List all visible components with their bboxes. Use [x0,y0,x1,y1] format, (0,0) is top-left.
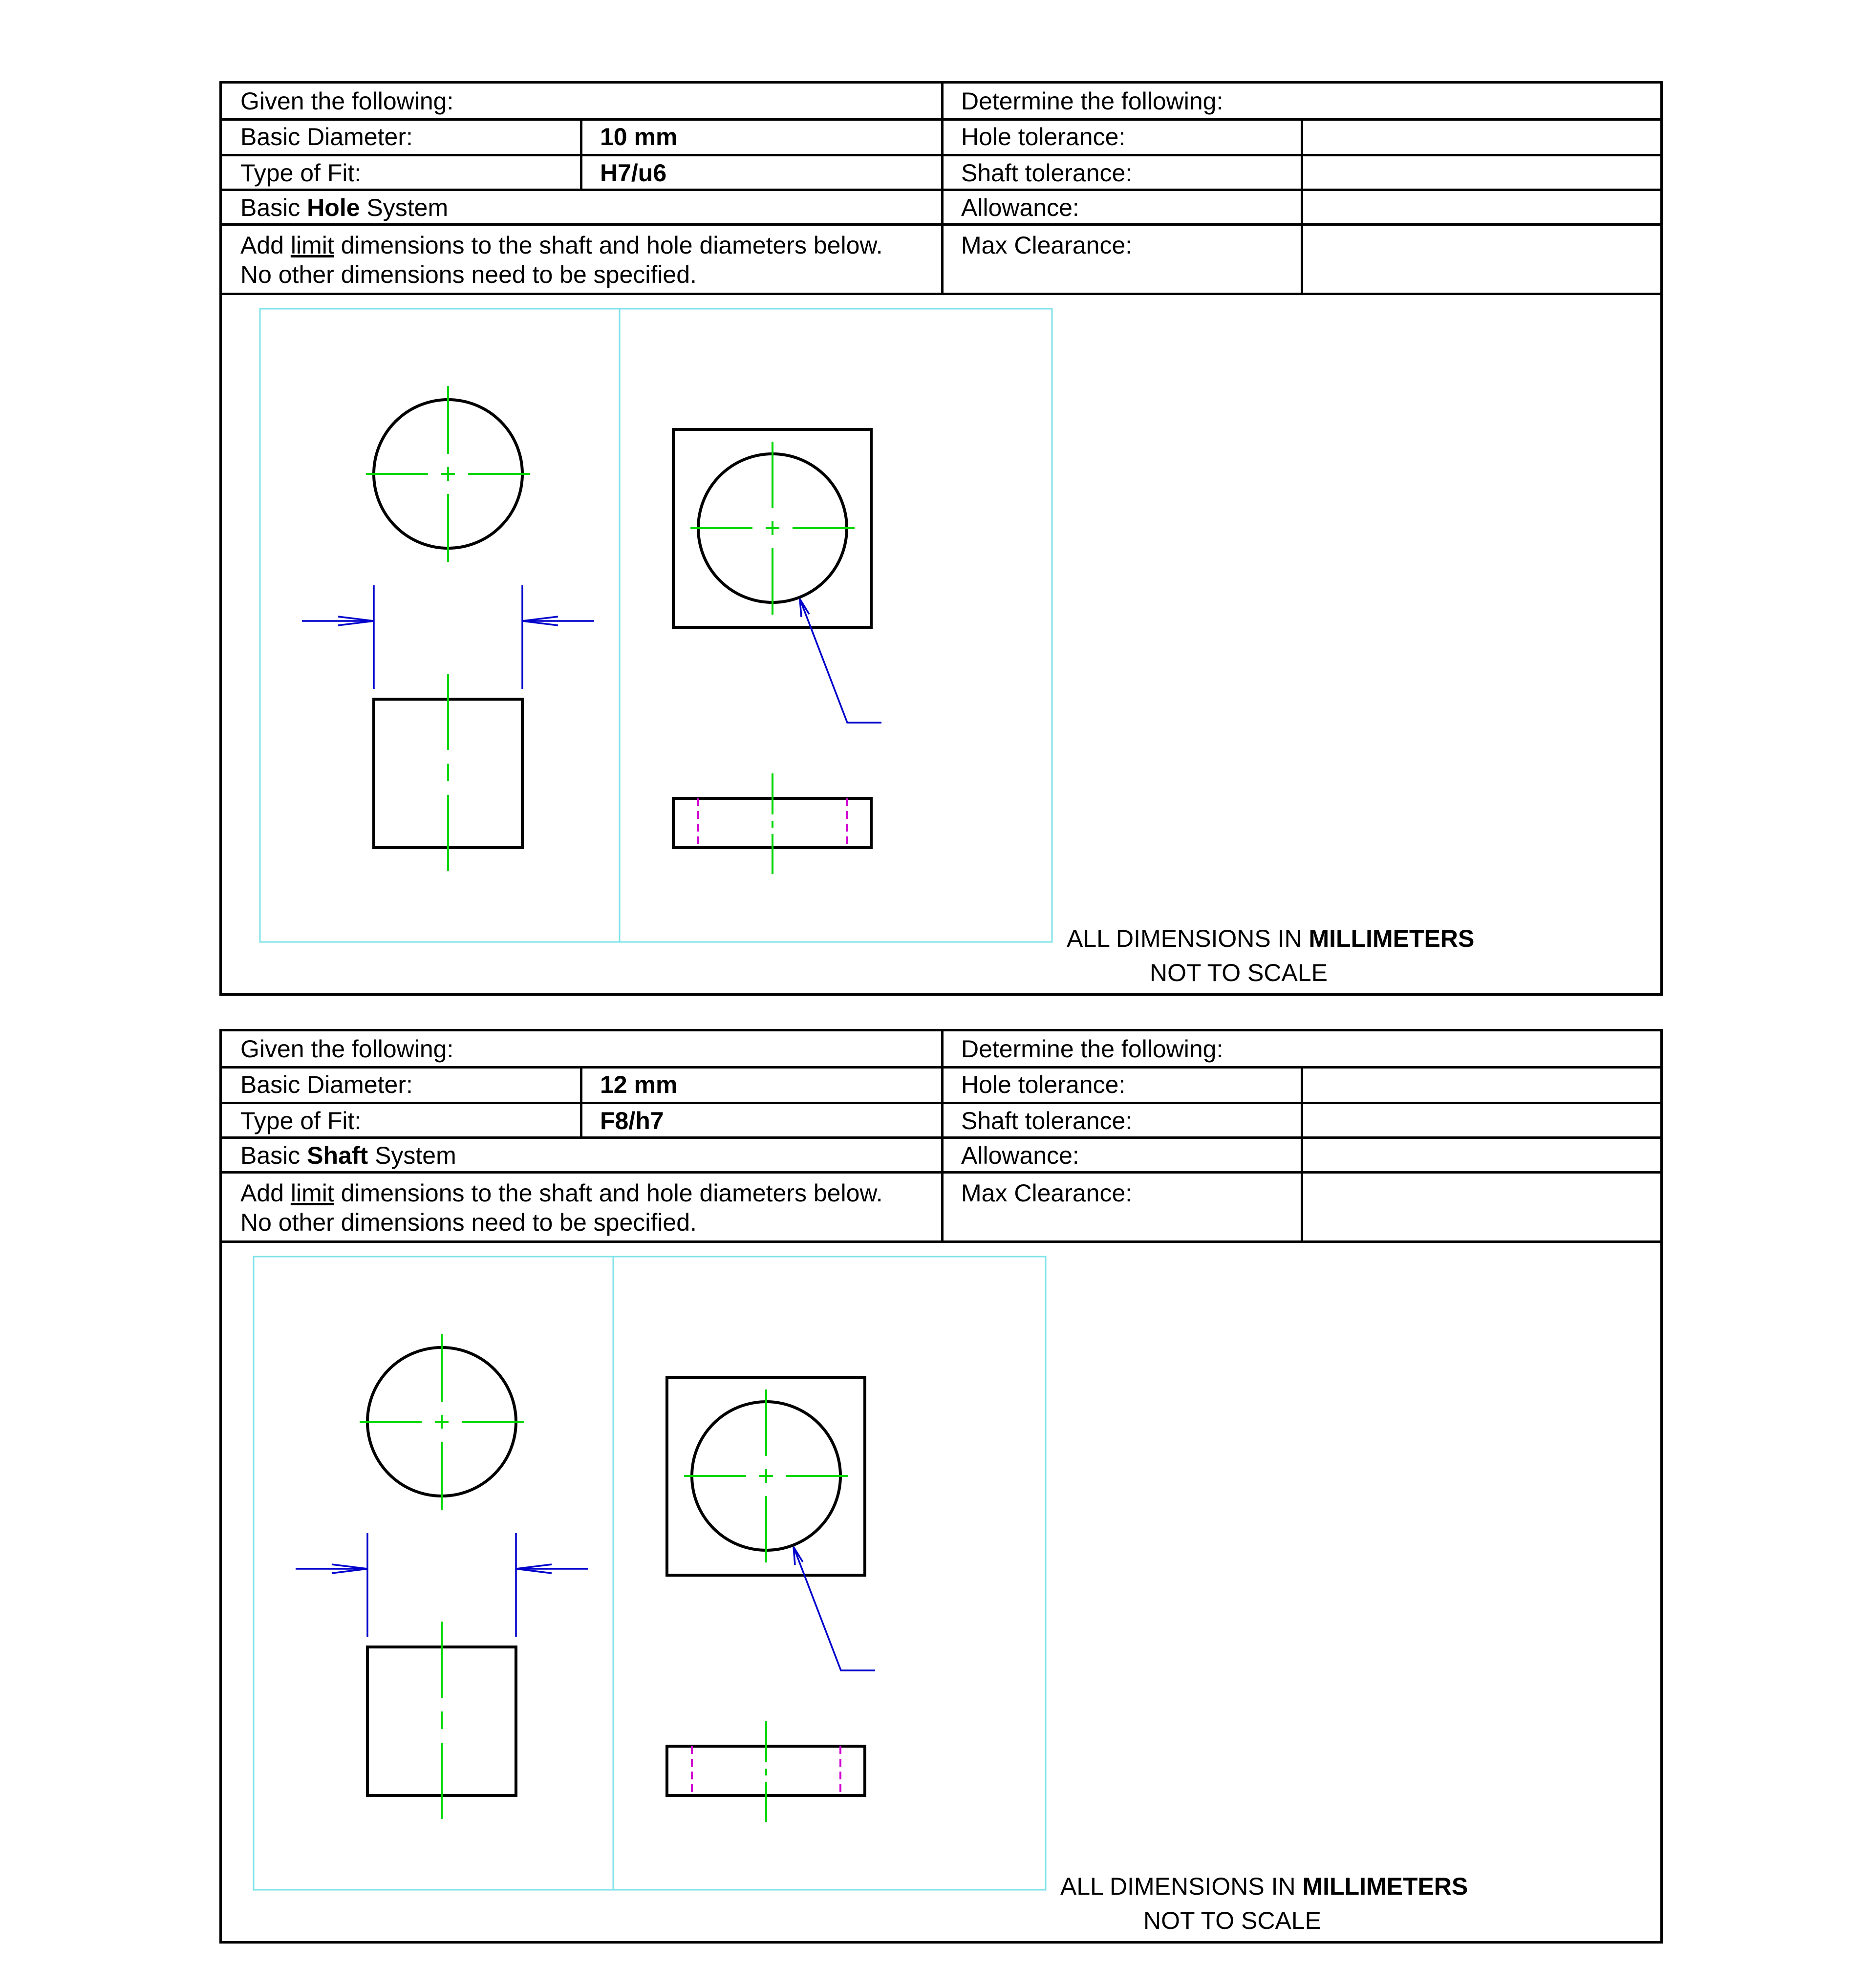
determine-header [943,1031,1660,1066]
leader-line [800,599,881,723]
instruction-limit: limit [290,232,334,259]
hole-tolerance-answer[interactable] [1302,118,1660,155]
allowance-label-text: Allowance: [961,1141,1079,1169]
shaft-end-view [360,1334,524,1510]
type-of-fit-value [581,1103,943,1138]
given-header-text: Given the following: [240,87,454,115]
problem-1-drawing [222,295,1660,994]
basic-system [222,1138,943,1173]
instructions [222,1173,943,1243]
basic-diameter-value [581,1066,943,1103]
table-divider [941,84,944,295]
allowance-answer[interactable] [1302,190,1660,225]
type-of-fit-value-text: F8/h7 [600,1107,664,1134]
type-of-fit-value-text: H7/u6 [600,159,667,187]
basic-diameter-label [222,118,581,155]
instruction-line-2: No other dimensions need to be specified. [240,261,697,288]
system-prefix: Basic [240,193,307,221]
units-note-bold: MILLIMETERS [1302,1873,1468,1900]
allowance-label [943,190,1302,225]
given-header-text: Given the following: [240,1035,454,1063]
allowance-label [943,1138,1302,1173]
leader-arrow-icon [794,1547,803,1565]
shaft-side-view [367,1622,516,1819]
units-note-prefix: ALL DIMENSIONS IN [1060,1873,1303,1900]
instruction-line-2: No other dimensions need to be specified. [240,1209,697,1236]
type-of-fit-label [222,155,581,190]
shaft-end-view [366,386,530,562]
max-clearance-answer[interactable] [1302,225,1660,295]
center-line-icon [684,1389,848,1562]
given-header [222,84,943,118]
instruction-prefix: Add [240,232,291,259]
table-divider [580,118,582,190]
instruction-line-1 [240,1178,883,1208]
instruction-prefix: Add [240,1179,291,1207]
shaft-tolerance-answer[interactable] [1302,1103,1660,1138]
system-type: Hole [307,193,360,221]
determine-header [943,84,1660,118]
hole-tolerance-label [943,1066,1302,1103]
basic-system [222,190,943,225]
basic-diameter-label-text: Basic Diameter: [240,1071,413,1098]
units-note [1060,1872,1468,1901]
diameter-dimension [302,585,594,689]
system-prefix: Basic [240,1141,307,1169]
hole-block-side-view [673,773,871,874]
diameter-dimension [296,1533,588,1637]
type-of-fit-label-text: Type of Fit: [240,1107,362,1134]
system-suffix: System [360,193,449,221]
table-divider [1301,1066,1303,1243]
units-note [1067,924,1474,953]
allowance-answer[interactable] [1302,1138,1660,1173]
scale-note: NOT TO SCALE [1150,959,1328,986]
basic-diameter-value [581,118,943,155]
table-divider [1301,118,1303,295]
basic-diameter-label-text: Basic Diameter: [240,123,413,150]
determine-header-text: Determine the following: [961,87,1223,115]
problem-2-drawing [222,1243,1660,1942]
basic-diameter-value-text: 12 mm [600,1071,678,1098]
system-type: Shaft [307,1141,368,1169]
problem-2-worksheet [219,1029,1663,1944]
instruction-line-1 [240,231,883,260]
hole-tolerance-answer[interactable] [1302,1066,1660,1103]
hole-leader [800,599,881,723]
instructions [222,225,943,295]
hole-leader [794,1547,875,1670]
shaft-tolerance-label [943,1103,1302,1138]
scale-note: NOT TO SCALE [1143,1907,1322,1934]
max-clearance-label-text: Max Clearance: [961,232,1133,259]
given-header [222,1031,943,1066]
units-note-prefix: ALL DIMENSIONS IN [1067,925,1309,952]
problem-2-header-table [222,1031,1660,1243]
center-line-icon [360,1334,524,1510]
type-of-fit-label [222,1103,581,1138]
allowance-label-text: Allowance: [961,193,1079,221]
problem-1-header-table [222,84,1660,295]
hole-tolerance-label-text: Hole tolerance: [961,123,1126,150]
instruction-suffix: dimensions to the shaft and hole diameters below. [334,1179,883,1207]
hole-tolerance-label [943,118,1302,155]
hole-tolerance-label-text: Hole tolerance: [961,1071,1126,1098]
table-divider [941,1031,944,1243]
shaft-tolerance-label-text: Shaft tolerance: [961,159,1133,187]
instruction-limit: limit [290,1179,334,1207]
shaft-side-view [374,674,522,871]
center-line-icon [366,386,530,562]
max-clearance-label [943,225,1302,295]
basic-diameter-label [222,1066,581,1103]
problem-1-worksheet [219,81,1663,996]
system-suffix: System [368,1141,456,1169]
max-clearance-label-text: Max Clearance: [961,1179,1133,1207]
table-divider [580,1066,582,1138]
max-clearance-label [943,1173,1302,1243]
hole-block-top-view [667,1377,875,1670]
type-of-fit-label-text: Type of Fit: [240,159,362,187]
leader-line [794,1547,875,1670]
shaft-tolerance-label-text: Shaft tolerance: [961,1107,1133,1134]
basic-diameter-value-text: 10 mm [600,123,678,150]
leader-arrow-icon [800,599,809,617]
hole-block-side-view [667,1721,865,1822]
instruction-suffix: dimensions to the shaft and hole diameters below. [334,232,883,259]
type-of-fit-value [581,155,943,190]
shaft-tolerance-answer[interactable] [1302,155,1660,190]
units-note-bold: MILLIMETERS [1309,925,1475,952]
max-clearance-answer[interactable] [1302,1173,1660,1243]
shaft-tolerance-label [943,155,1302,190]
center-line-icon [690,442,855,615]
hole-block-top-view [673,429,881,723]
determine-header-text: Determine the following: [961,1035,1223,1063]
